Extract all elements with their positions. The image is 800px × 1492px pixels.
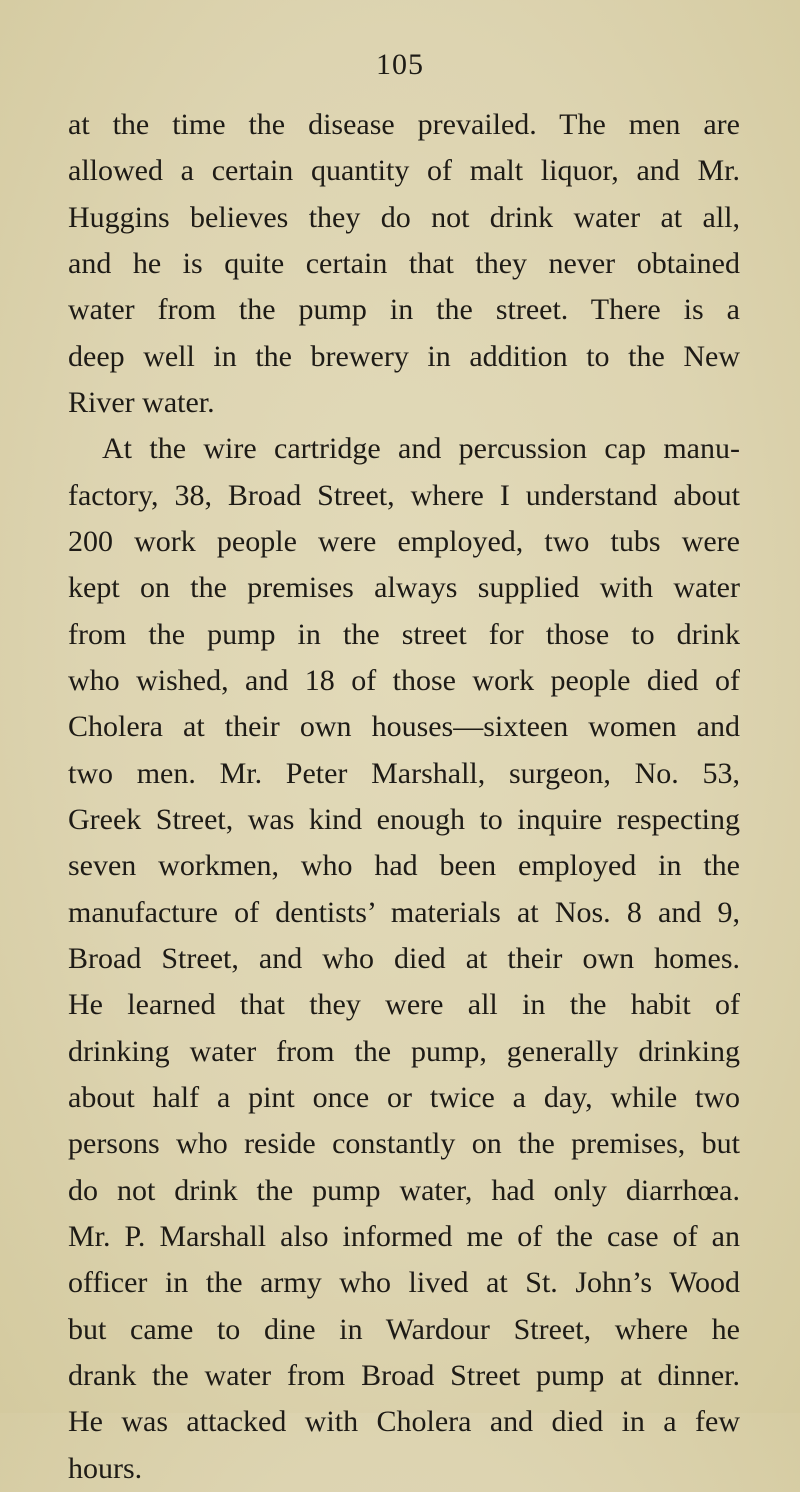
text-line: do not drink the pump water, had only diarrhœa. [68,1173,740,1207]
text-line: drank the water from Broad Street pump at dinner. [68,1358,740,1392]
text-line: Cholera at their own houses—sixteen women and [68,710,740,744]
text-line: He learned that they were all in the habit of [68,988,740,1022]
text-line: manufacture of dentists’ materials at Nos. 8 and 9, [68,895,740,929]
text-line: At the wire cartridge and percussion cap manu- [102,432,740,466]
text-line: 200 work people were employed, two tubs were [68,524,740,558]
text-line: water from the pump in the street. There is a [68,293,740,327]
text-line: Mr. P. Marshall also informed me of the case of an [68,1219,740,1253]
paragraph-2 [68,426,740,1492]
text-line: Greek Street, was kind enough to inquire respecting [68,802,740,836]
text-line: but came to dine in Wardour Street, where he [68,1312,740,1346]
text-line: about half a pint once or twice a day, while two [68,1080,740,1114]
text-line: Huggins believes they do not drink water at all, [68,200,740,234]
body-text [68,102,740,1492]
text-line: Broad Street, and who died at their own homes. [68,941,740,975]
text-line: from the pump in the street for those to drink [68,617,740,651]
text-line: River water. [68,385,215,419]
paragraph-1 [68,102,740,426]
text-line: deep well in the brewery in addition to the New [68,339,740,373]
text-line: drinking water from the pump, generally drinking [68,1034,740,1068]
page-number: 105 [376,48,424,81]
text-line: He was attacked with Cholera and died in a few [68,1405,740,1439]
text-line: at the time the disease prevailed. The men are [68,108,740,141]
text-line: kept on the premises always supplied with water [68,571,740,605]
text-line: two men. Mr. Peter Marshall, surgeon, No. 53, [68,756,740,790]
text-line: allowed a certain quantity of malt liquor, and Mr. [68,154,740,188]
text-line: officer in the army who lived at St. John’s Wood [68,1266,740,1300]
text-line: persons who reside constantly on the premises, but [68,1127,740,1161]
text-line: who wished, and 18 of those work people died of [68,663,740,697]
text-line: and he is quite certain that they never obtained [68,246,740,280]
text-line: hours. [68,1451,143,1485]
text-line: seven workmen, who had been employed in the [68,849,740,883]
text-line: factory, 38, Broad Street, where I understand about [68,478,740,512]
